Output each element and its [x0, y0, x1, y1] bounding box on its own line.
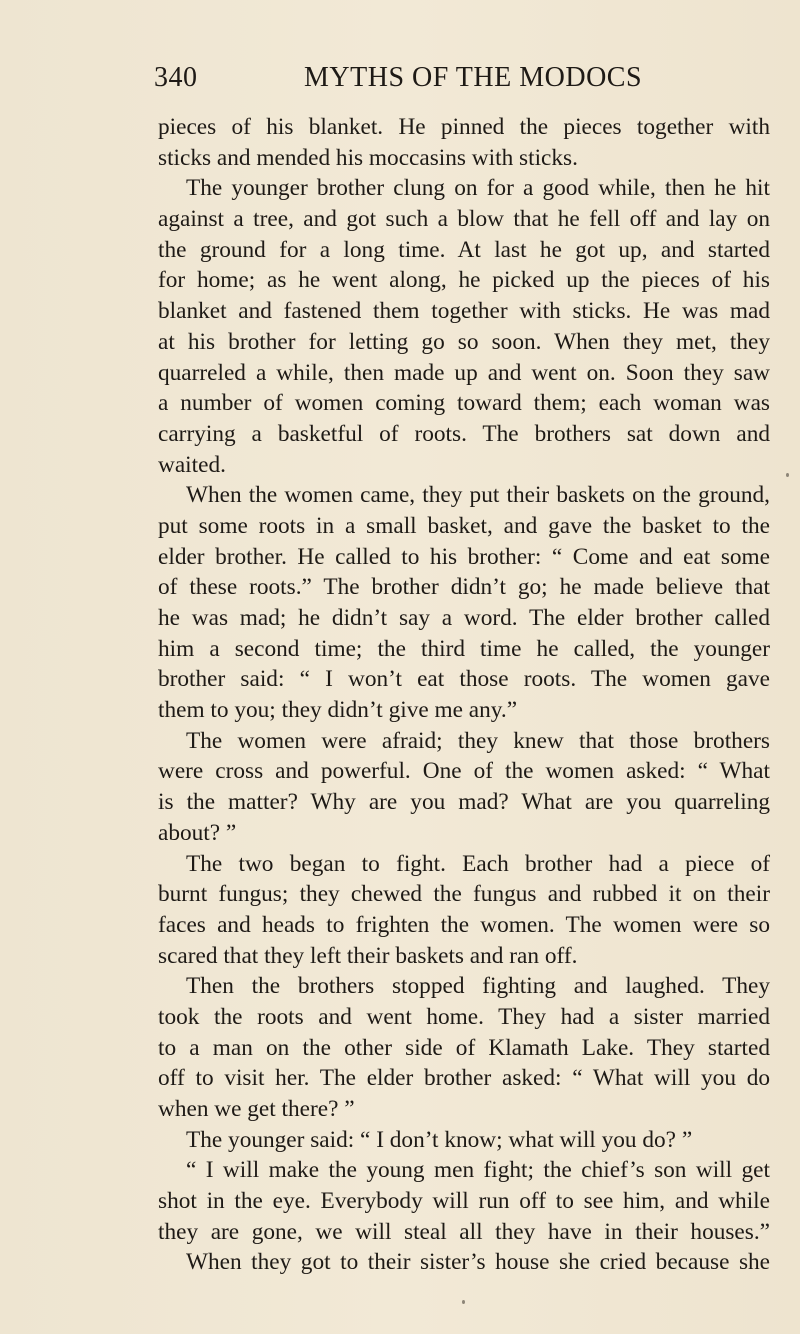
- text-line: The younger said: “ I don’t know; what will you do? ”: [186, 1126, 693, 1153]
- page-header: [154, 62, 654, 102]
- text-line: him a second time; the third time he called, the younger: [158, 635, 770, 662]
- text-line: quarreled a while, then made up and went on. Soon they saw: [158, 359, 770, 386]
- text-line: brother said: “ I won’t eat those roots. The women gave: [158, 666, 770, 693]
- text-line: at his brother for letting go so soon. When they met, they: [158, 328, 770, 355]
- text-line: a number of women coming toward them; each woman was: [158, 390, 770, 417]
- text-line: The younger brother clung on for a good while, then he hit: [186, 175, 770, 202]
- text-line: put some roots in a small basket, and gave the basket to the: [158, 512, 770, 539]
- text-line: carrying a basketful of roots. The brothers sat down and: [158, 420, 770, 447]
- text-line: sticks and mended his moccasins with sticks.: [158, 144, 578, 171]
- text-line: against a tree, and got such a blow that he fell off and lay on: [158, 206, 770, 233]
- body-text: [158, 112, 770, 1278]
- text-line: “ I will make the young men fight; the chief’s son will get: [186, 1157, 770, 1184]
- text-line: about? ”: [158, 819, 237, 846]
- text-line: waited.: [158, 451, 226, 478]
- text-line: took the roots and went home. They had a sister married: [158, 1003, 770, 1030]
- text-line: when we get there? ”: [158, 1096, 355, 1122]
- text-line: faces and heads to frighten the women. The women were so: [158, 911, 770, 938]
- text-line: to a man on the other side of Klamath Lake. They started: [158, 1034, 770, 1061]
- paper-speck: [786, 473, 789, 477]
- text-line: Then the brothers stopped fighting and laughed. They: [186, 973, 770, 1000]
- text-line: off to visit her. The elder brother asked: “ What will you do: [158, 1065, 770, 1092]
- running-head: MYTHS OF THE MODOCS: [304, 62, 643, 93]
- text-line: they are gone, we will steal all they have in their houses.”: [158, 1218, 770, 1245]
- text-line: When the women came, they put their baskets on the ground,: [186, 482, 770, 509]
- text-line: for home; as he went along, he picked up the pieces of his: [158, 267, 770, 294]
- text-line: burnt fungus; they chewed the fungus and rubbed it on their: [158, 881, 770, 908]
- text-line: The two began to fight. Each brother had a piece of: [186, 850, 770, 877]
- paper-speck: [462, 1300, 465, 1304]
- text-line: pieces of his blanket. He pinned the pieces together with: [158, 114, 770, 140]
- text-line: shot in the eye. Everybody will run off to see him, and while: [158, 1188, 770, 1215]
- text-line: elder brother. He called to his brother: “ Come and eat some: [158, 543, 770, 570]
- text-line: were cross and powerful. One of the women asked: “ What: [158, 758, 770, 785]
- text-line: scared that they left their baskets and ran off.: [158, 942, 578, 969]
- text-line: he was mad; he didn’t say a word. The elder brother called: [158, 605, 770, 631]
- text-line: blanket and fastened them together with sticks. He was mad: [158, 298, 770, 325]
- text-line: is the matter? Why are you mad? What are you quarreling: [158, 789, 770, 816]
- text-line: the ground for a long time. At last he got up, and started: [158, 236, 770, 263]
- page-number: 340: [154, 62, 198, 93]
- text-line: The women were afraid; they knew that those brothers: [186, 727, 770, 754]
- text-line: of these roots.” The brother didn’t go; he made believe that: [158, 574, 770, 601]
- text-line: When they got to their sister’s house she cried because she: [186, 1249, 770, 1276]
- text-line: them to you; they didn’t give me any.”: [158, 697, 518, 724]
